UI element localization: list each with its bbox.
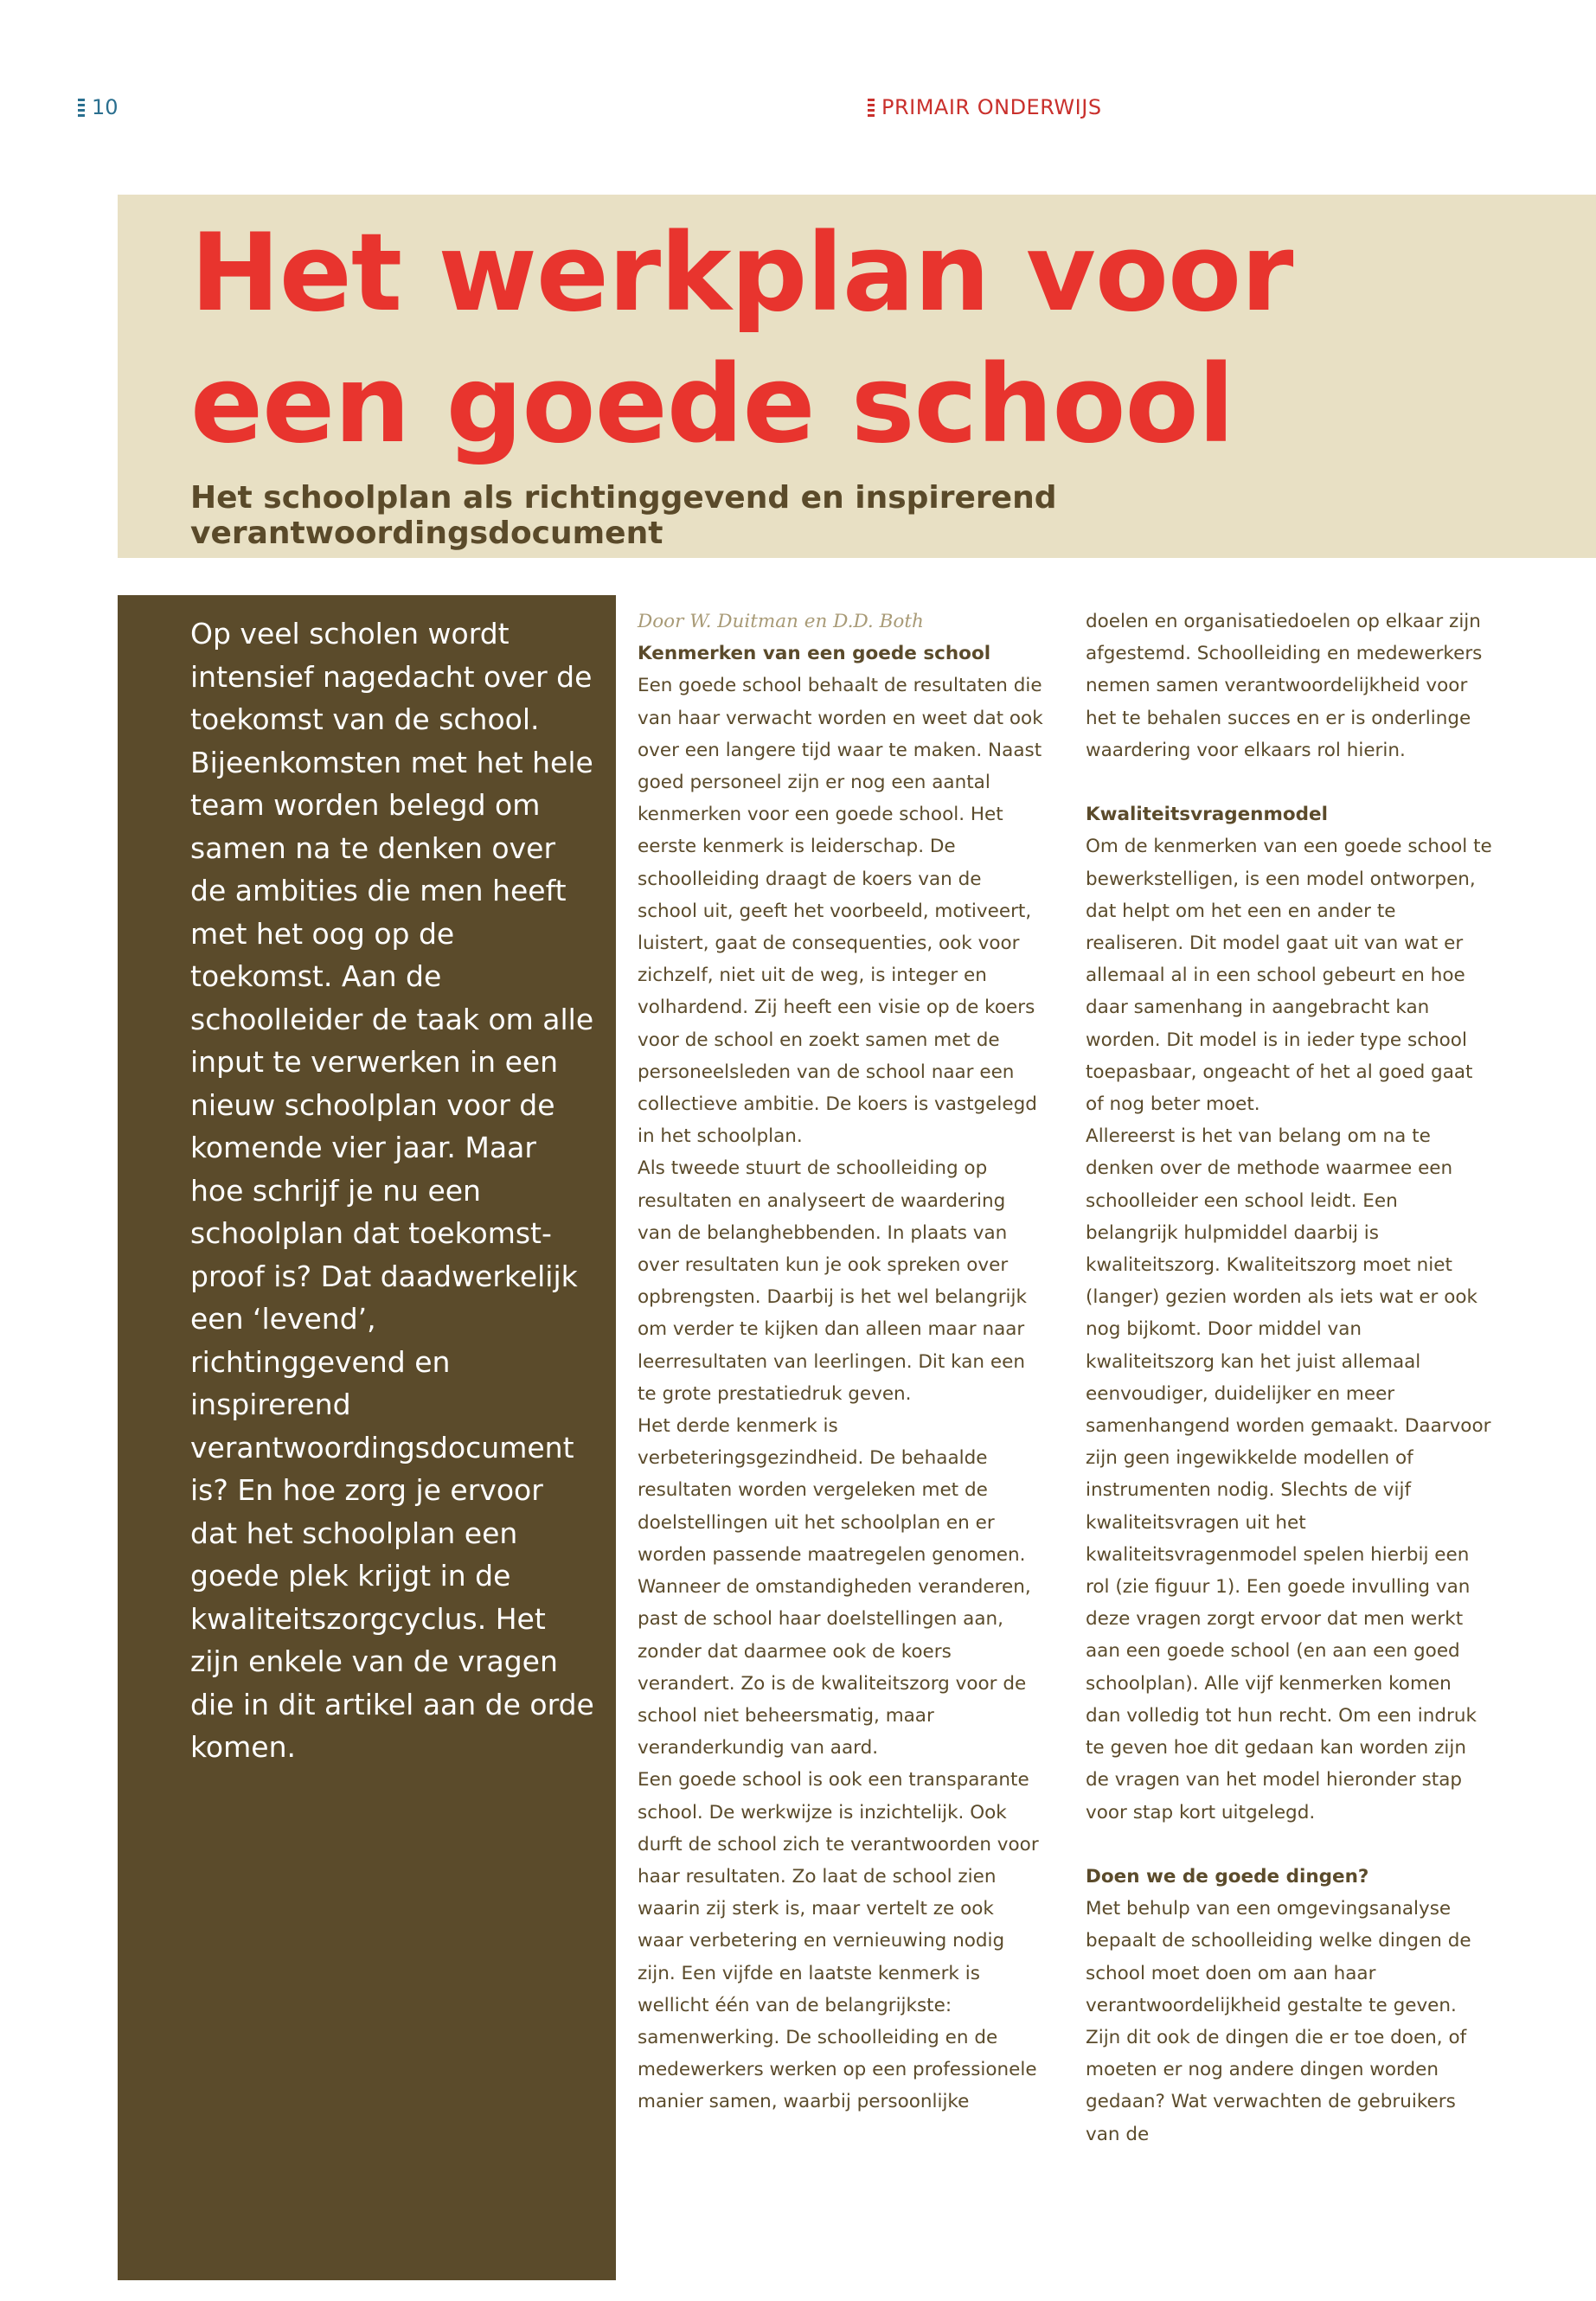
section-heading: Kwaliteitsvragenmodel [1086, 804, 1328, 826]
body-column-1 [638, 606, 1044, 2118]
byline: Door W. Duitman en D.D. Both [638, 611, 924, 632]
paragraph: Om de kenmerken van een goede school te bewerkstelligen, is een model ontworpen, dat helpt om het een en ander te realiseren. Dit model gaat uit van wat er allemaal al in een school gebeurt en hoe daar samenhang in aangebracht kan worden. Dit model is in ieder type school toepasbaar, ongeacht of het al goed gaat of nog beter moet. [1086, 836, 1492, 1116]
paragraph: doelen en organisatiedoelen op elkaar zijn afgestemd. Schoolleiding en medewerkers nemen samen verantwoordelijkheid voor het te behalen succes en er is onderlinge waardering voor elkaars rol hierin. [1086, 611, 1483, 761]
paragraph: Als tweede stuurt de schoolleiding op resultaten en analyseert de waardering van de belanghebbenden. In plaats van over resultaten kun je ook spreken over opbrengsten. Daarbij is het wel belangrijk om verder te kijken dan alleen maar naar leerresultaten van leerlingen. Dit kan een te grote prestatiedruk geven. [638, 1157, 1027, 1405]
section-label [868, 95, 1102, 119]
intro-text: Op veel scholen wordt intensief nagedacht over de toekomst van de school. Bijeenkomsten met het hele team worden belegd om samen na te denken over de ambities die men heeft met het oog op de toekomst. Aan de schoolleider de taak om alle input te verwerken in een nieuw schoolplan voor de komende vier jaar. Maar hoe schrijf je nu een schoolplan dat toekomst-proof is? Dat daadwerkelijk een ‘levend’, richtinggevend en inspirerend verantwoordingsdocument is? En hoe zorg je ervoor dat het schoolplan een goede plek krijgt in de kwaliteitszorgcyclus. Het zijn enkele van de vragen die in dit artikel aan de orde komen. [190, 617, 594, 1764]
article-title: Het werkplan voor een goede school [190, 211, 1293, 467]
marker-icon [868, 99, 875, 117]
paragraph: Het derde kenmerk is verbeteringsgezindheid. De behaalde resultaten worden vergeleken met de doelstellingen uit het schoolplan en er worden passende maatregelen genomen. Wanneer de omstandigheden veranderen, past de school haar doelstellingen aan, zonder dat daarmee ook de koers verandert. Zo is de kwaliteitszorg voor de school niet beheersmatig, maar veranderkundig van aard. [638, 1415, 1031, 1759]
paragraph: Allereerst is het van belang om na te denken over de methode waarmee een schoolleider een school leidt. Een belangrijk hulpmiddel daarbij is kwaliteitszorg. Kwaliteitszorg moet niet (langer) gezien worden als iets wat er ook nog bijkomt. Door middel van kwaliteitszorg kan het juist allemaal eenvoudiger, duidelijker en meer samenhangend worden gemaakt. Daarvoor zijn geen ingewikkelde modellen of instrumenten nodig. Slechts de vijf kwaliteitsvragen uit het kwaliteitsvragenmodel spelen hierbij een rol (zie figuur 1). Een goede invulling van deze vragen zorgt ervoor dat men werkt aan een goede school (en aan een goed schoolplan). Alle vijf kenmerken komen dan volledig tot hun recht. Om een indruk te geven hoe dit gedaan kan worden zijn de vragen van het model hieronder stap voor stap kort uitgelegd. [1086, 1125, 1491, 1823]
marker-icon [78, 99, 85, 117]
paragraph: Met behulp van een omgevingsanalyse bepaalt de schoolleiding welke dingen de school moet doen om aan haar verantwoordelijkheid gestalte te geven. Zijn dit ook de dingen die er toe doen, of moeten er nog andere dingen worden gedaan? Wat verwachten de gebruikers van de [1086, 1898, 1471, 2145]
paragraph: Een goede school is ook een transparante school. De werkwijze is inzichtelijk. Ook durft de school zich te verantwoorden voor haar resultaten. Zo laat de school zien waarin zij sterk is, maar vertelt ze ook waar verbetering en vernieuwing nodig zijn. Een vijfde en laatste kenmerk is wellicht één van de belangrijkste: samenwerking. De schoolleiding en de medewerkers werken op een professionele manier samen, waarbij persoonlijke [638, 1769, 1039, 2113]
page-number [78, 95, 119, 119]
section-heading: Kenmerken van een goede school [638, 643, 991, 665]
section-heading: Doen we de goede dingen? [1086, 1865, 1369, 1888]
paragraph: Een goede school behaalt de resultaten die van haar verwacht worden en weet dat ook over een langere tijd waar te maken. Naast goed personeel zijn er nog een aantal kenmerken voor een goede school. Het eerste kenmerk is leiderschap. De schoolleiding draagt de koers van de school uit, geeft het voorbeeld, motiveert, luistert, gaat de consequenties, ook voor zichzelf, niet uit de weg, is integer en volhardend. Zij heeft een visie op de koers voor de school en zoekt samen met de personeelsleden van de school naar een collectieve ambitie. De koers is vastgelegd in het schoolplan. [638, 675, 1043, 1148]
article-subtitle: Het schoolplan als richtinggevend en inspirerend verantwoordingsdocument [190, 480, 1057, 551]
body-column-2 [1086, 606, 1492, 2150]
page-number-text: 10 [92, 95, 119, 119]
section-label-text: PRIMAIR ONDERWIJS [881, 95, 1102, 119]
